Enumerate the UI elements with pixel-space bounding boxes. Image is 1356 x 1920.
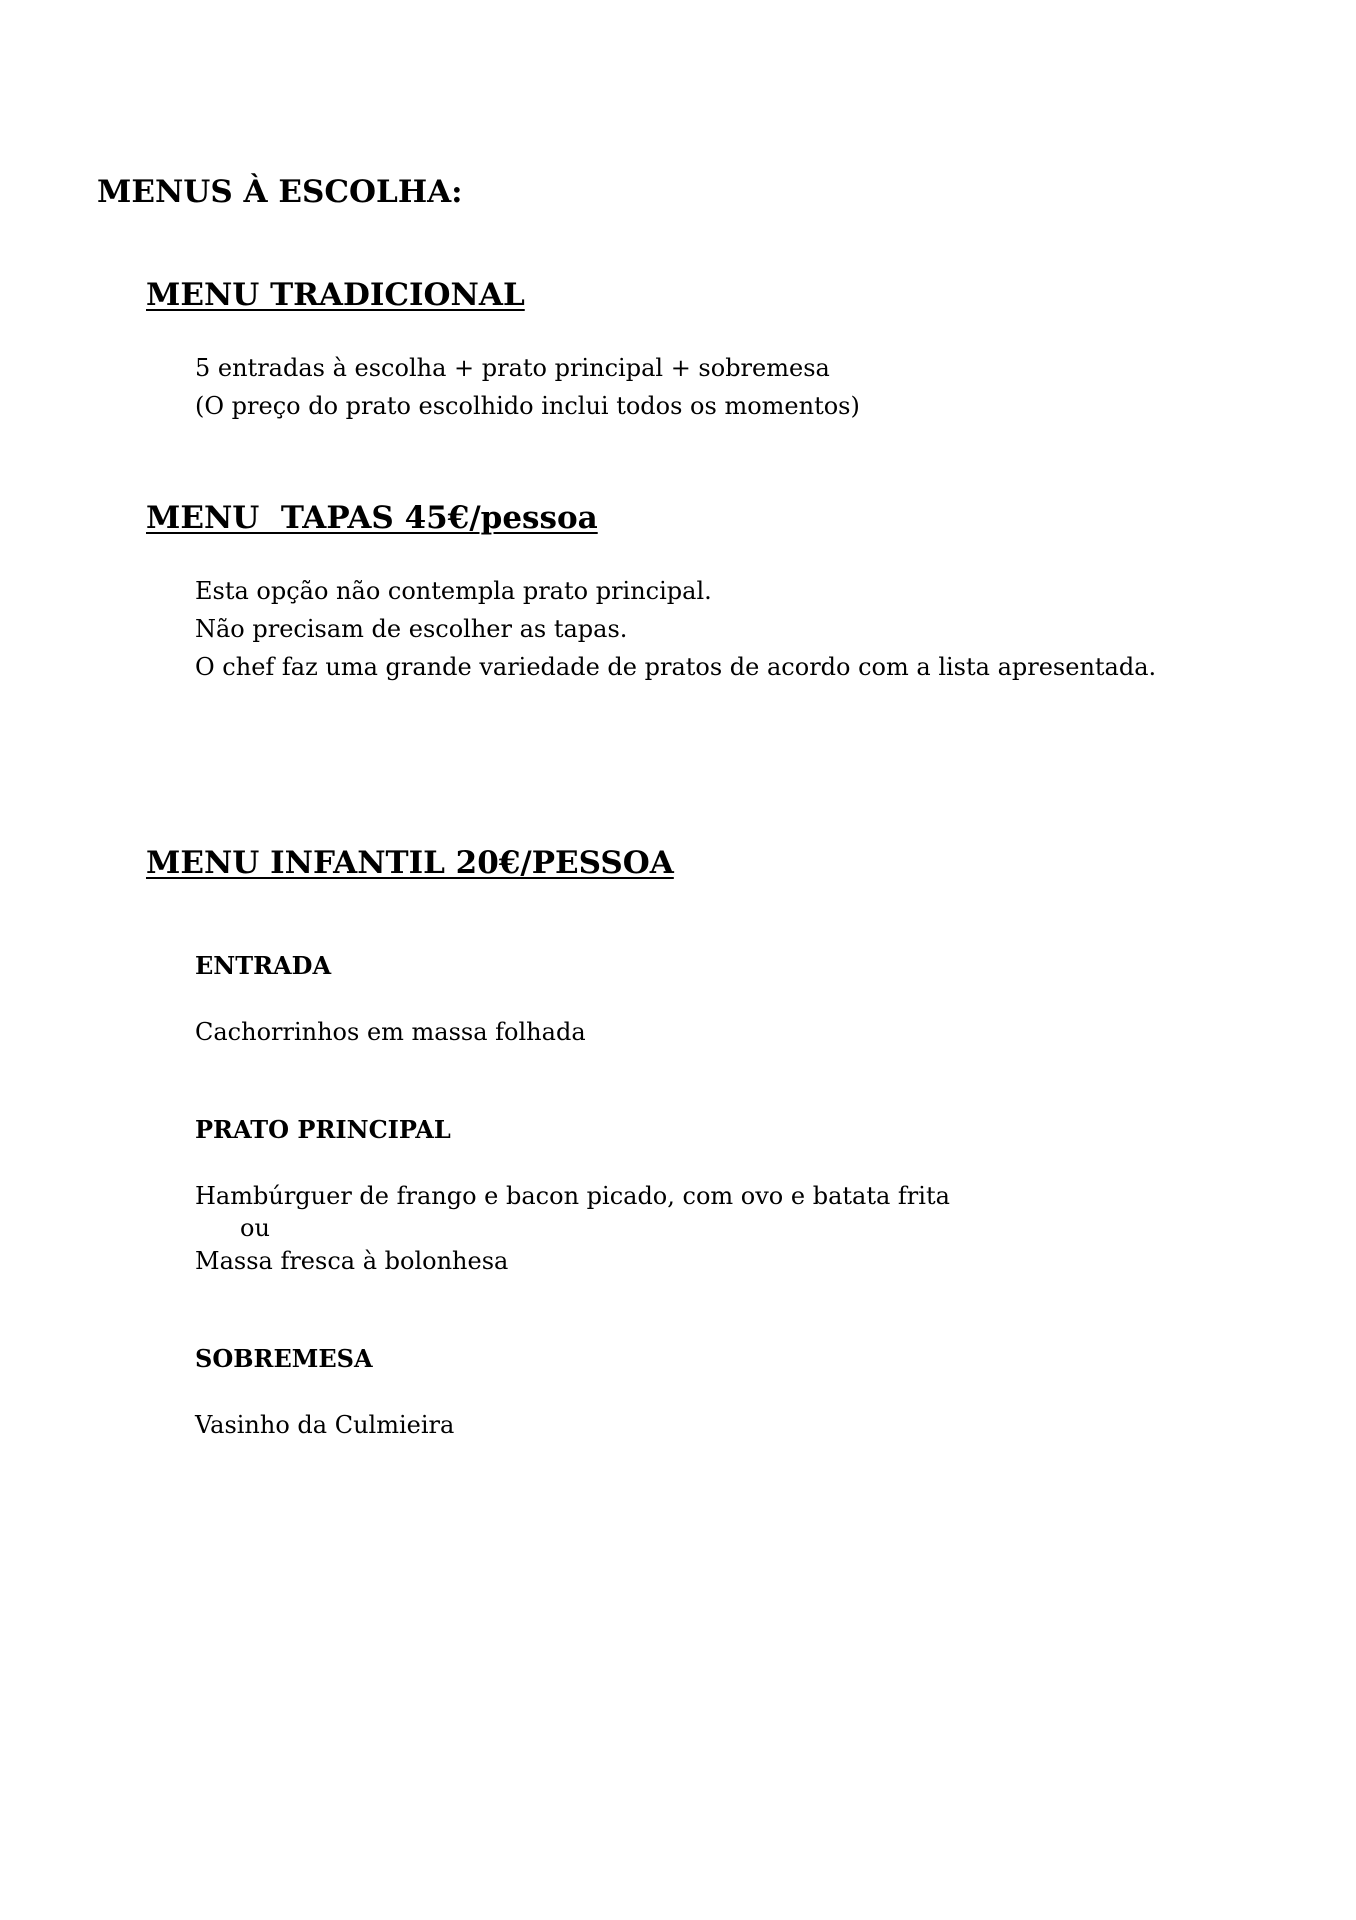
menu-tradicional-description: 5 entradas à escolha + prato principal + sobremesa bbox=[195, 354, 830, 382]
prato-principal-heading: PRATO PRINCIPAL bbox=[195, 1115, 451, 1144]
menu-tradicional-note: (O preço do prato escolhido inclui todos os momentos) bbox=[195, 392, 860, 420]
prato-principal-option-1: Hambúrguer de frango e bacon picado, com ovo e batata frita bbox=[195, 1182, 950, 1210]
menu-tradicional-title: MENU TRADICIONAL bbox=[146, 277, 525, 313]
menu-tapas-title: MENU TAPAS 45€/pessoa bbox=[146, 500, 598, 536]
menu-tapas-line-2: Não precisam de escolher as tapas. bbox=[195, 615, 628, 643]
menu-tapas-line-1: Esta opção não contempla prato principal. bbox=[195, 577, 712, 605]
sobremesa-heading: SOBREMESA bbox=[195, 1344, 373, 1373]
page-title: MENUS À ESCOLHA: bbox=[97, 174, 463, 210]
entrada-item: Cachorrinhos em massa folhada bbox=[195, 1018, 586, 1046]
prato-principal-separator: ou bbox=[240, 1214, 270, 1242]
sobremesa-item: Vasinho da Culmieira bbox=[195, 1411, 455, 1439]
menu-tapas-line-3: O chef faz uma grande variedade de pratos de acordo com a lista apresentada. bbox=[195, 653, 1157, 681]
menu-infantil-title: MENU INFANTIL 20€/PESSOA bbox=[146, 845, 674, 881]
entrada-heading: ENTRADA bbox=[195, 951, 332, 980]
prato-principal-option-2: Massa fresca à bolonhesa bbox=[195, 1247, 509, 1275]
